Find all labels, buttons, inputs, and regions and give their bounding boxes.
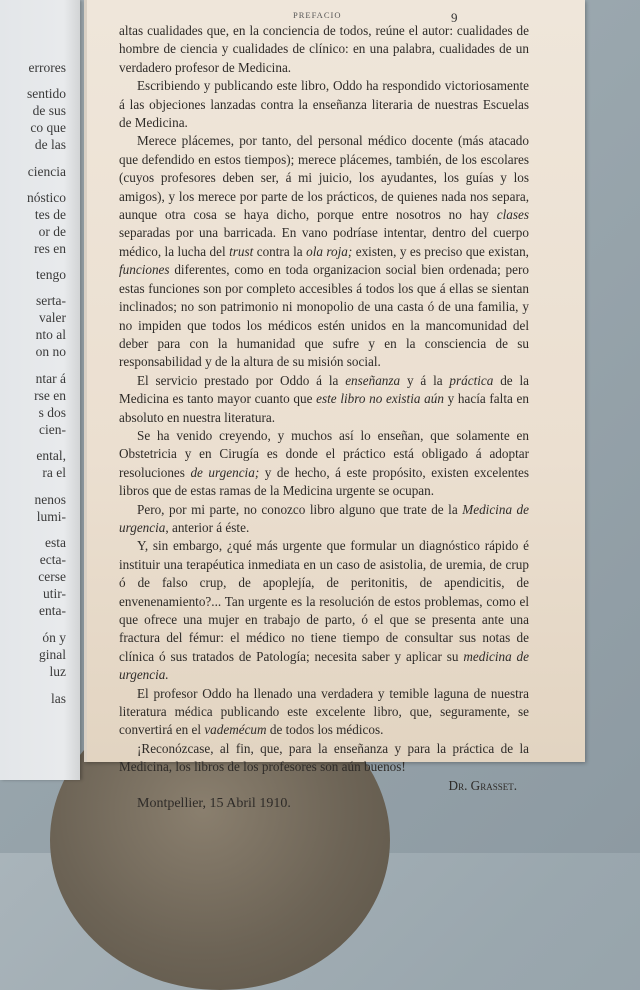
text-run: Se ha venido creyendo, y muchos así lo enseñan, que solamente en Obstetricia y en Cirugía es donde el práctico está obligado á adoptar resoluciones (119, 427, 529, 480)
left-page-text-fragment: serta- (36, 293, 66, 308)
text-run: El profesor Oddo ha llenado una verdadera y temible laguna de nuestra literatura médica publicando este excelente libro, que, seguramente, se convertirá en el (119, 685, 529, 738)
paragraph (119, 685, 529, 740)
italic-text: Medicina de urgencia (119, 501, 530, 535)
italic-text: trust (229, 243, 254, 259)
left-page-text-fragment: co que (30, 120, 66, 135)
left-page-text-fragment: ecta- (39, 552, 66, 567)
left-page-text-fragment: enta- (39, 603, 66, 618)
italic-text: enseñanza (345, 372, 401, 388)
italic-text: ola roja; (306, 243, 353, 259)
left-page-text-fragment: nto al (35, 327, 66, 342)
text-run: , anterior á éste. (165, 519, 250, 535)
left-page (0, 0, 80, 780)
text-run: Pero, por mi parte, no conozco libro alguno que trate de la (137, 501, 463, 517)
italic-text: de urgencia; (190, 464, 260, 480)
text-run: Merece plácemes, por tanto, del personal médico docente (más atacado que defendido en estos tiempos); merece plácemes, también, de los escolares (cuyos profesores deben ser, á mi juicio, los ayudantes, los guías y los amigos), y los merece por parte de los prácticos, de quienes nada nos separa, aunque otra cosa se haya dicho, porque entre nosotros no hay (119, 133, 529, 223)
italic-text: medicina de urgencia. (119, 648, 530, 683)
text-run: de todos los médicos. (266, 722, 384, 738)
page-body (119, 22, 529, 813)
text-run: Escribiendo y publicando este libro, Oddo ha respondido victoriosamente á las objeciones lanzadas contra la enseñanza literaria de nuestras Escuelas de Medicina. (119, 78, 529, 131)
text-run: y hacía falta en absoluto en nuestra literatura. (119, 391, 529, 425)
text-run: separadas por una barricada. En vano podríase intentar, dentro del cuerpo médico, la lucha del (119, 225, 529, 259)
left-page-text-fragment: s dos (38, 405, 66, 420)
italic-text: este libro no existia aún (316, 391, 444, 407)
left-page-text-fragment: utir- (43, 586, 66, 601)
left-page-text-fragment: ntar á (35, 371, 66, 386)
text-run: El servicio prestado por Oddo á la (137, 372, 346, 388)
paragraph (119, 740, 529, 777)
left-page-text-fragment: errores (28, 60, 66, 75)
left-page-text-fragment: cien- (39, 422, 66, 437)
page-number: 9 (451, 10, 458, 25)
left-page-text-fragment: ciencia (27, 164, 66, 179)
left-page-text-fragment: de sus (32, 103, 66, 118)
text-run: ¡Reconózcase, al fin, que, para la enseñanza y para la práctica de la Medicina, los libros de los profesores son aún buenos! (119, 740, 529, 775)
left-page-text-fragment: de las (34, 137, 66, 152)
running-head: PREFACIO (293, 10, 342, 20)
left-page-text-fragment: nenos (34, 492, 66, 507)
italic-text: vademécum (204, 722, 267, 738)
left-page-text-fragment: or de (38, 224, 66, 239)
italic-text: funciones (119, 262, 170, 278)
left-page-text-fragment: ra el (42, 465, 66, 480)
text-run: contra la (253, 243, 307, 259)
paragraph (119, 22, 529, 77)
paragraph (119, 372, 529, 427)
paragraph (119, 537, 529, 684)
left-page-text-fragment: las (51, 691, 66, 706)
signature: Dr. Grasset. (448, 777, 517, 793)
left-page-text-fragment: res en (34, 241, 66, 256)
italic-text: clases (496, 207, 529, 223)
paragraph (119, 427, 529, 501)
left-page-text-fragment: nóstico (27, 190, 66, 205)
text-run: de la Medicina es tanto mayor cuanto que (119, 372, 529, 407)
left-page-text-fragment: luz (49, 664, 66, 679)
left-page-text-fragment: rse en (34, 388, 66, 403)
left-page-text-fragment: ginal (39, 647, 66, 662)
paragraph (119, 77, 529, 132)
right-page (84, 0, 585, 812)
left-page-text-fragment: tengo (36, 267, 66, 282)
place-date: Montpellier, 15 Abril 1910. (137, 796, 291, 812)
left-page-text-fragment: lumi- (36, 509, 66, 524)
text-run: altas cualidades que, en la conciencia de todos, reúne el autor: cualidades de hombre de ciencia y cualidades de clínico: en una palabra, cualidades de un verdadero profesor de Medicina. (119, 23, 529, 75)
italic-text: práctica (449, 372, 494, 388)
left-page-text-fragment: cerse (38, 569, 66, 584)
left-page-text-fragment: on no (35, 344, 66, 359)
text-run: existen, y es preciso que existan, (352, 243, 529, 259)
left-page-text-fragment: tes de (34, 207, 66, 222)
text-run: Y, sin embargo, ¿qué más urgente que formular un diagnóstico rápido é instituir una terapéutica inmediata en un caso de asistolia, de uremia, de crup ó de falso crup, de apoplejía, de peritonitis, de apendicitis, de envenenamiento?... Tan urgente es la resolución de estos problemas, como el que ofrece una mujer en trabajo de parto, ó el que se presenta ante una fractura del fémur: el médico no tiene tiempo de consultar sus notas de clínica ó sus tratados de Patología; necesita saber y aplicar su (119, 538, 529, 664)
left-page-text-fragment: ón y (42, 630, 66, 645)
text-run: diferentes, como en toda organizacion social bien ordenada; pero estas funciones son por completo accesibles á todos los que á ellas se sientan inclinados; no son patrimonio ni monopolio de una casta ó de una familia, y no impiden que todos los médicos estén unidos en la mancomunidad del deber para con la humanidad que sufre y en la consciencia de su responsabilidad y de la altura de su misión social. (119, 262, 529, 370)
text-run: y á la (400, 372, 450, 388)
left-page-text-fragment: sentido (27, 86, 66, 101)
left-page-text-fragment: esta (45, 535, 66, 550)
paragraph (119, 501, 529, 538)
left-page-text-fragment: ental, (36, 448, 66, 463)
left-page-text-fragment: valer (39, 310, 66, 325)
paragraph (119, 132, 529, 371)
text-run: y de hecho, á este propósito, existen excelentes libros que de estas ramas de la Medicina urgente se ocupan. (119, 464, 529, 499)
